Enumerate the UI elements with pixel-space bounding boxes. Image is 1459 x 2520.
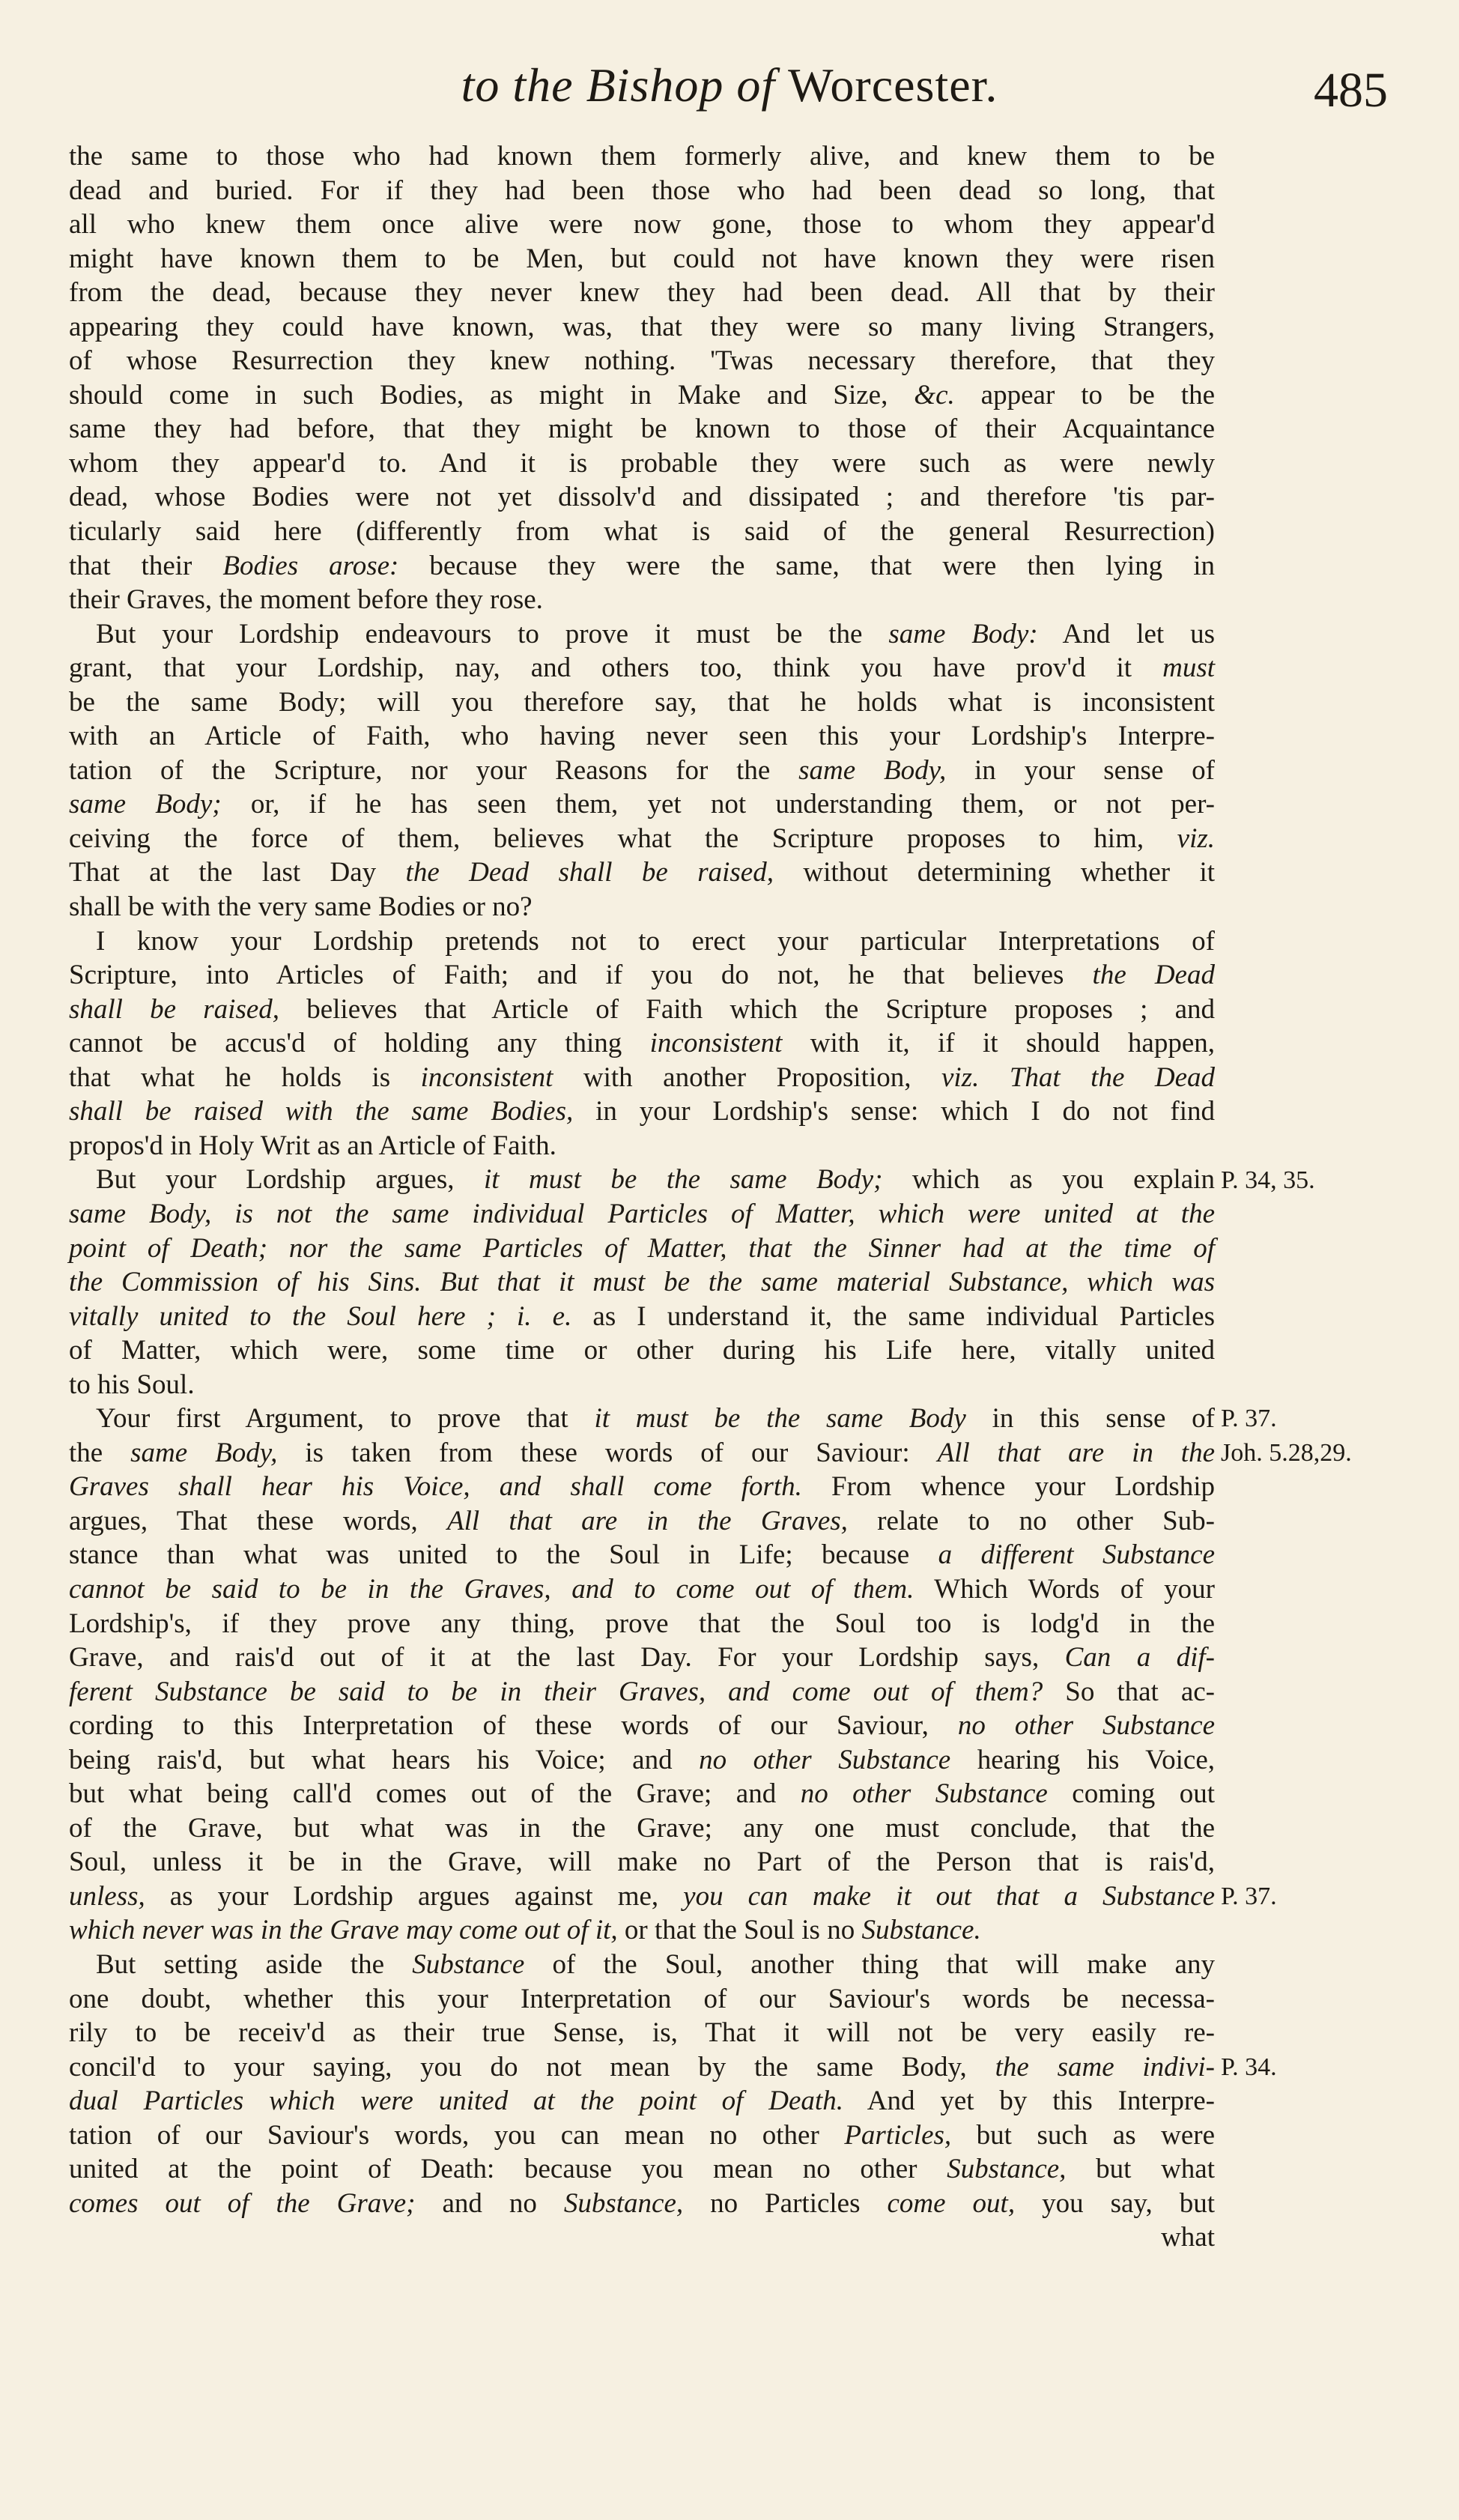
- italic-run: Bodies arose:: [222, 550, 399, 581]
- italic-run: &c.: [914, 379, 955, 411]
- text-line: [69, 1129, 1215, 1163]
- text-line: [69, 2084, 1215, 2118]
- text-run: of the Grave, but what was in the Grave; any one must conclude, that the: [69, 1812, 1215, 1844]
- text-run: same they had before, that they might be known to those of their Acquaintance: [69, 414, 1215, 445]
- italic-run: the Dead: [1092, 960, 1215, 991]
- text-run: dead, whose Bodies were not yet dissolv'd and dissipated ; and therefore 'tis par-: [69, 482, 1215, 513]
- text-line: [69, 1913, 1215, 1948]
- text-run: of whose Resurrection they knew nothing. 'Twas necessary therefore, that they: [69, 345, 1215, 377]
- text-line: [69, 1232, 1215, 1266]
- text-run: Soul, unless it be in the Grave, will make no Part of the Person that is rais'd,: [69, 1847, 1215, 1878]
- text-run: from the dead, because they never knew they had been dead. All that by their: [69, 277, 1215, 309]
- text-run: Lordship's, if they prove any thing, prove that the Soul too is lodg'd in the: [69, 1608, 1215, 1639]
- text-run: believes that Article of Faith which the Scripture proposes ; and: [279, 993, 1215, 1025]
- text-line: [69, 685, 1215, 720]
- text-line: [69, 1504, 1215, 1539]
- text-line: [69, 2152, 1215, 2187]
- text-run: in your sense of: [946, 754, 1215, 786]
- text-run: the same to those who had known them formerly alive, and knew them to be: [69, 141, 1215, 172]
- text-run: ticularly said here (differently from what is said of the general Resurrection): [69, 516, 1215, 548]
- text-run: But your Lordship argues,: [96, 1164, 484, 1196]
- text-line: [69, 787, 1215, 822]
- text-run: I know your Lordship pretends not to erect your particular Interpretations of: [96, 925, 1215, 957]
- text-run: and no: [415, 2187, 564, 2219]
- text-run: Scripture, into Articles of Faith; and if you do not, he that believes: [69, 960, 1093, 991]
- text-run: From whence your Lordship: [801, 1471, 1215, 1503]
- text-line: [69, 1368, 1215, 1402]
- italic-run: All that are in the Graves,: [446, 1505, 848, 1536]
- text-line: [69, 446, 1215, 481]
- italic-run: Can a dif-: [1064, 1642, 1216, 1674]
- text-run: appearing they could have known, was, that they were so many living Strangers,: [69, 311, 1215, 342]
- running-head: [0, 58, 1459, 112]
- text-line: [69, 822, 1215, 856]
- text-run: that their: [69, 550, 223, 581]
- italic-run: Substance,: [947, 2154, 1067, 2185]
- italic-run: ferent Substance be said to be in their Graves, and come out of them?: [69, 1676, 1043, 1707]
- text-run: but such as were: [951, 2119, 1215, 2151]
- text-run: being rais'd, but what hears his Voice; and: [69, 1744, 700, 1775]
- italic-run: cannot be said to be in the Graves, and to come out of them.: [69, 1573, 914, 1605]
- text-run: their Graves, the moment before they rose.: [69, 584, 543, 616]
- text-line: [69, 480, 1215, 515]
- text-line: [69, 139, 1215, 174]
- text-line: [69, 1436, 1215, 1470]
- text-line: [69, 515, 1215, 549]
- text-run: in your Lordship's sense: which I do not find: [573, 1096, 1215, 1127]
- italic-run: no other Substance: [957, 1710, 1215, 1742]
- text-run: no Particles: [683, 2187, 888, 2219]
- text-run: is taken from these words of our Saviour:: [277, 1437, 938, 1468]
- text-run: without determining whether it: [773, 857, 1216, 888]
- italic-run: same Body:: [888, 618, 1038, 649]
- italic-run: Graves shall hear his Voice, and shall come forth.: [69, 1471, 802, 1503]
- text-run: or, if he has seen them, yet not understanding them, or not per-: [221, 789, 1215, 820]
- margin-note: Joh. 5.28,29.: [1221, 1438, 1352, 1467]
- text-line: [69, 924, 1215, 959]
- italic-run: Particles,: [844, 2119, 952, 2151]
- text-run: That at the last Day: [69, 857, 406, 888]
- text-line: [69, 1572, 1215, 1607]
- text-run: But your Lordship endeavours to prove it must be the: [96, 618, 889, 649]
- text-line: [69, 1709, 1215, 1743]
- text-line: [69, 1538, 1215, 1572]
- text-run: might have known them to be Men, but could not have known they were risen: [69, 243, 1215, 274]
- text-line: [69, 1333, 1215, 1368]
- text-run: but what: [1066, 2154, 1215, 2185]
- text-run: united at the point of Death: because you mean no other: [69, 2154, 947, 2185]
- text-run: as I understand it, the same individual Particles: [571, 1300, 1215, 1332]
- text-run: as your Lordship argues against me,: [145, 1880, 684, 1912]
- italic-run: it must be the same Body: [594, 1403, 966, 1435]
- text-run: tation of the Scripture, nor your Reasons for the: [69, 754, 799, 786]
- italic-run: same Body,: [798, 754, 947, 786]
- text-line: [69, 1675, 1215, 1709]
- text-run: which as you explain: [882, 1164, 1215, 1196]
- text-run: cannot be accus'd of holding any thing: [69, 1028, 650, 1059]
- italic-run: vitally united to the Soul here ; i. e.: [69, 1300, 572, 1332]
- text-run: that what he holds is: [69, 1061, 421, 1093]
- text-run: grant, that your Lordship, nay, and others too, think you have prov'd it: [69, 652, 1163, 684]
- text-run: rily to be receiv'd as their true Sense, is, That it will not be very easily re-: [69, 2017, 1215, 2049]
- italic-run: inconsistent: [649, 1028, 783, 1059]
- text-line: [69, 2016, 1215, 2050]
- italic-run: viz.: [1177, 823, 1215, 854]
- text-line: [69, 2118, 1215, 2153]
- italic-run: shall be raised with the same Bodies,: [69, 1096, 574, 1127]
- italic-run: viz. That the Dead: [941, 1061, 1216, 1093]
- text-line: [69, 1982, 1215, 2017]
- text-run: of Matter, which were, some time or other during his Life here, vitally united: [69, 1335, 1215, 1366]
- text-line: [69, 208, 1215, 242]
- italic-run: no other Substance: [800, 1778, 1048, 1810]
- text-run: Your first Argument, to prove that: [96, 1403, 595, 1435]
- running-head-italic: to the Bishop of: [461, 58, 776, 112]
- text-run: appear to be the: [954, 379, 1215, 411]
- text-run: but what being call'd comes out of the Grave; and: [69, 1778, 801, 1810]
- text-run: concil'd to your saying, you do not mean by the same Body,: [69, 2051, 995, 2083]
- text-run: or that the Soul is no: [617, 1915, 862, 1946]
- text-run: And yet by this Interpre-: [843, 2086, 1215, 2117]
- page-number: 485: [1314, 63, 1388, 118]
- text-line: [69, 651, 1215, 685]
- text-run: propos'd in Holy Writ as an Article of Faith.: [69, 1130, 556, 1161]
- italic-run: Substance: [412, 1948, 525, 1980]
- text-line: [69, 412, 1215, 446]
- text-line: [69, 549, 1215, 584]
- text-run: hearing his Voice,: [950, 1744, 1215, 1775]
- text-run: coming out: [1047, 1778, 1216, 1810]
- italic-run: the same indivi-: [995, 2051, 1215, 2083]
- text-line: [69, 242, 1215, 276]
- text-line: [69, 378, 1215, 413]
- margin-note: P. 37.: [1221, 1405, 1277, 1433]
- text-run: whom they appear'd to. And it is probable they were such as were newly: [69, 447, 1215, 479]
- text-run: because they were the same, that were then lying in: [398, 550, 1215, 581]
- italic-run: shall be raised,: [69, 993, 280, 1025]
- italic-run: you can make it out that a Substance: [683, 1880, 1215, 1912]
- margin-note: P. 34, 35.: [1221, 1166, 1315, 1194]
- text-run: with an Article of Faith, who having never seen this your Lordship's Interpre-: [69, 721, 1215, 752]
- text-line: [69, 958, 1215, 993]
- text-run: argues, That these words,: [69, 1505, 447, 1536]
- italic-run: a different Substance: [938, 1539, 1215, 1571]
- text-run: with another Proposition,: [553, 1061, 941, 1093]
- italic-run: inconsistent: [420, 1061, 553, 1093]
- text-line: [69, 2220, 1215, 2255]
- text-line: [69, 1300, 1215, 1334]
- text-line: [69, 276, 1215, 310]
- text-line: [69, 344, 1215, 378]
- text-line: [69, 890, 1215, 924]
- text-line: [69, 719, 1215, 754]
- italic-run: Substance.: [861, 1915, 981, 1946]
- italic-run: All that are in the: [937, 1437, 1215, 1468]
- text-run: to his Soul.: [69, 1369, 195, 1400]
- text-run: But setting aside the: [96, 1948, 413, 1980]
- text-run: should come in such Bodies, as might in Make and Size,: [69, 379, 914, 411]
- text-run: And let us: [1037, 618, 1216, 649]
- text-line: [69, 993, 1215, 1027]
- text-run: be the same Body; will you therefore say, that he holds what is inconsistent: [69, 686, 1215, 718]
- text-line: [69, 2050, 1215, 2085]
- italic-run: the Commission of his Sins. But that it must be the same material Substance, which was: [69, 1267, 1215, 1298]
- body-text: [69, 139, 1215, 2255]
- italic-run: same Body,: [130, 1437, 278, 1468]
- text-line: [69, 1948, 1215, 1982]
- italic-run: same Body;: [69, 789, 222, 820]
- text-line: [69, 1026, 1215, 1061]
- text-line: [69, 754, 1215, 788]
- text-run: with it, if it should happen,: [782, 1028, 1215, 1059]
- text-run: ceiving the force of them, believes what the Scripture proposes to him,: [69, 823, 1177, 854]
- text-run: Grave, and rais'd out of it at the last Day. For your Lordship says,: [69, 1642, 1065, 1674]
- text-line: [69, 617, 1215, 652]
- text-line: [69, 855, 1215, 890]
- text-line: [69, 583, 1215, 617]
- text-run: shall be with the very same Bodies or no?: [69, 891, 533, 923]
- text-run: you say, but: [1015, 2187, 1215, 2219]
- italic-run: dual Particles which were united at the point of Death.: [69, 2086, 843, 2117]
- text-line: [69, 1811, 1215, 1846]
- text-line: [69, 1641, 1215, 1675]
- text-run: all who knew them once alive were now gone, those to whom they appear'd: [69, 209, 1215, 240]
- italic-run: come out,: [887, 2187, 1016, 2219]
- italic-run: the Dead shall be raised,: [405, 857, 774, 888]
- text-run: Which Words of your: [914, 1573, 1215, 1605]
- text-line: [69, 2187, 1215, 2221]
- text-run: in this sense of: [965, 1403, 1215, 1435]
- text-line: [69, 310, 1215, 345]
- italic-run: Substance,: [563, 2187, 684, 2219]
- text-run: one doubt, whether this your Interpretation of our Saviour's words be necessa-: [69, 1983, 1215, 2014]
- italic-run: point of Death; nor the same Particles of Matter, that the Sinner had at the time of: [69, 1232, 1215, 1264]
- text-line: [69, 1470, 1215, 1504]
- text-line: [69, 1402, 1215, 1436]
- italic-run: no other Substance: [699, 1744, 951, 1775]
- text-line: [69, 1743, 1215, 1778]
- text-line: [69, 1163, 1215, 1197]
- text-run: dead and buried. For if they had been those who had been dead so long, that: [69, 175, 1215, 206]
- text-line: [69, 174, 1215, 208]
- text-line: [69, 1880, 1215, 1914]
- text-run: the: [69, 1437, 131, 1468]
- text-run: what: [1161, 2222, 1215, 2253]
- text-line: [69, 1061, 1215, 1095]
- italic-run: unless,: [69, 1880, 145, 1912]
- text-run: of the Soul, another thing that will make any: [524, 1948, 1215, 1980]
- text-line: [69, 1777, 1215, 1811]
- text-line: [69, 1265, 1215, 1300]
- margin-note: P. 34.: [1221, 2053, 1277, 2081]
- text-line: [69, 1607, 1215, 1641]
- italic-run: must: [1162, 652, 1215, 684]
- text-run: relate to no other Sub-: [847, 1505, 1215, 1536]
- running-head-plain: Worcester.: [788, 58, 998, 112]
- text-line: [69, 1197, 1215, 1232]
- text-run: cording to this Interpretation of these words of our Saviour,: [69, 1710, 958, 1742]
- text-run: tation of our Saviour's words, you can mean no other: [69, 2119, 845, 2151]
- text-line: [69, 1845, 1215, 1880]
- italic-run: which never was in the Grave may come out of it,: [69, 1915, 618, 1946]
- italic-run: it must be the same Body;: [483, 1164, 883, 1196]
- italic-run: same Body, is not the same individual Particles of Matter, which were united at the: [69, 1198, 1215, 1229]
- text-line: [69, 1094, 1215, 1129]
- text-run: So that ac-: [1043, 1676, 1215, 1707]
- margin-note: P. 37.: [1221, 1883, 1277, 1911]
- italic-run: comes out of the Grave;: [69, 2187, 416, 2219]
- text-run: stance than what was united to the Soul in Life; because: [69, 1539, 938, 1571]
